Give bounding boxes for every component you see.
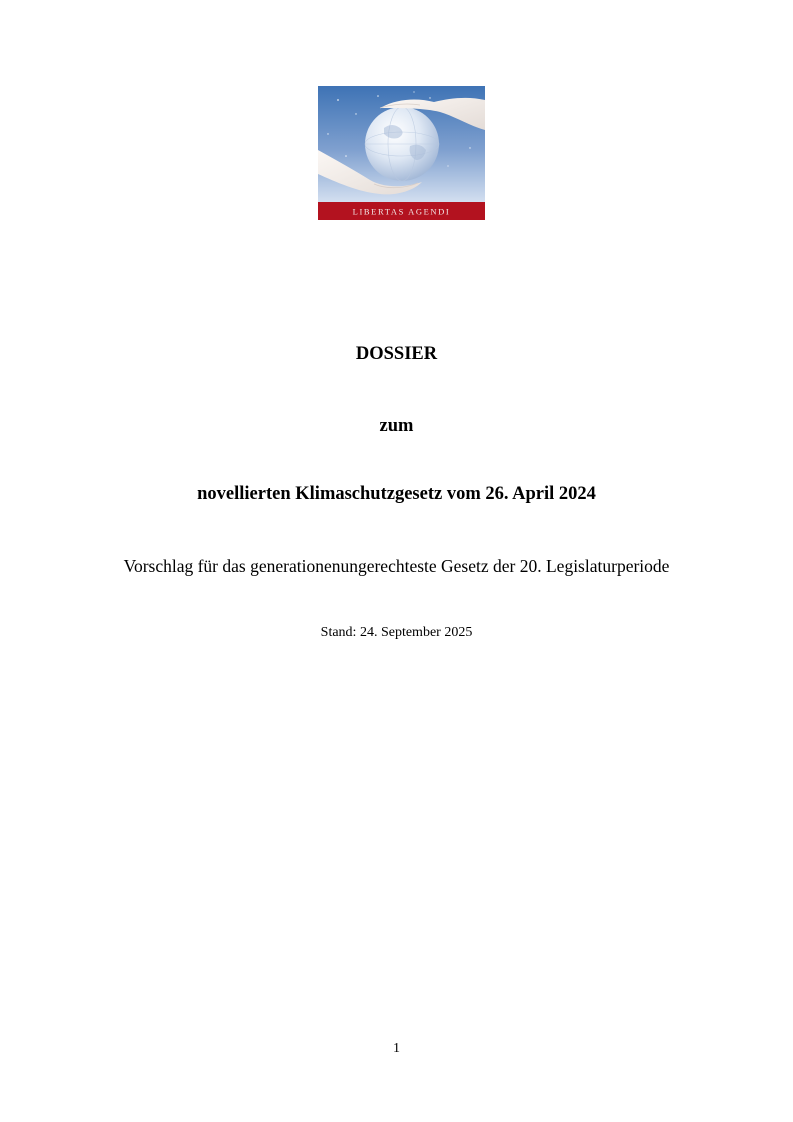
libertas-agendi-logo	[318, 86, 485, 220]
globe-held-by-hands-icon	[318, 86, 485, 220]
document-title: novellierten Klimaschutzgesetz vom 26. April 2024	[197, 484, 596, 504]
document-subtitle: Vorschlag für das generationenungerechteste Gesetz der 20. Legislaturperiode	[123, 556, 670, 576]
page-number: 1	[393, 1041, 400, 1056]
logo-motto: LIBERTAS AGENDI	[352, 206, 451, 217]
document-connector: zum	[379, 416, 414, 436]
document-heading: DOSSIER	[355, 344, 438, 364]
document-status-date: Stand: 24. September 2025	[320, 625, 473, 640]
